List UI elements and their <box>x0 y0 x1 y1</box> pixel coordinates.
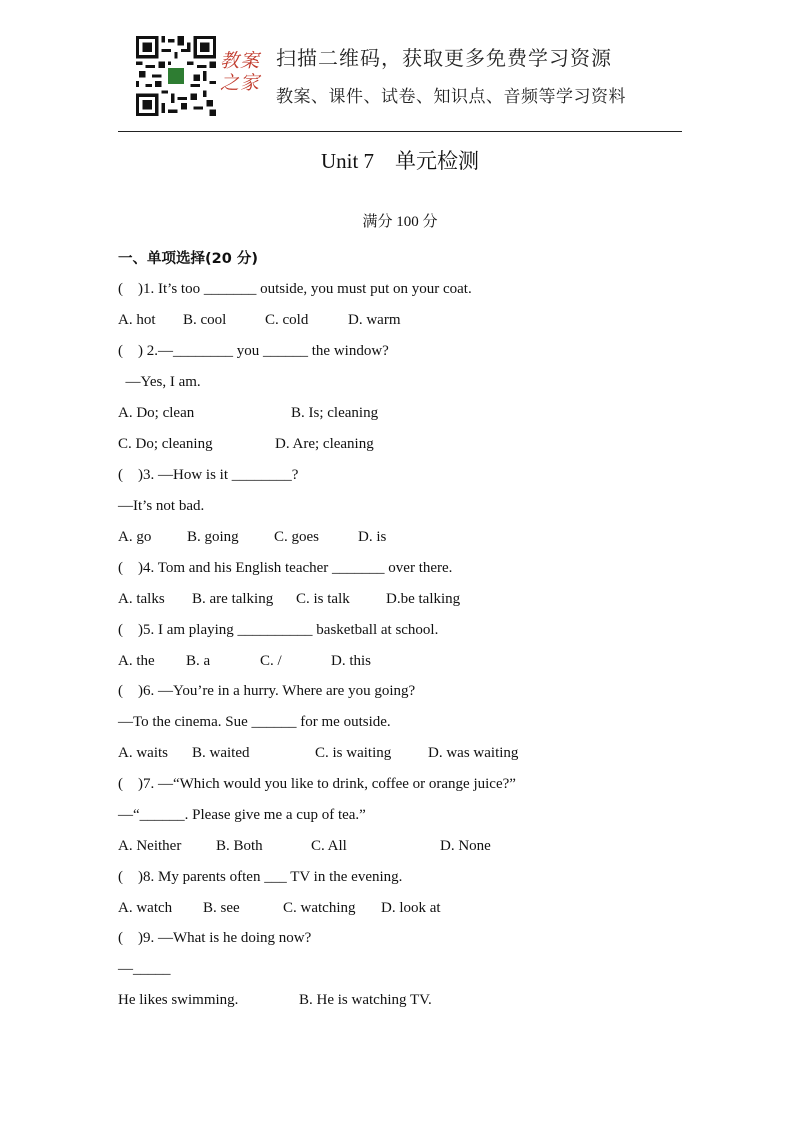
option: A. go <box>118 529 152 545</box>
question-stem: ( )1. It’s too _______ outside, you must put on your coat. <box>118 281 472 297</box>
question-dialogue: —Yes, I am. <box>118 374 201 390</box>
header-subslogan: 教案、课件、试卷、知识点、音频等学习资料 <box>276 87 626 107</box>
question-stem: ( )4. Tom and his English teacher _______ over there. <box>118 560 453 576</box>
option: B. waited <box>192 745 250 761</box>
header-divider <box>118 131 682 132</box>
section-heading: 一、单项选择(20 分) <box>118 251 258 267</box>
option: D. None <box>440 838 491 854</box>
question-stem: ( )8. My parents often ___ TV in the evening. <box>118 869 403 885</box>
question-stem: ( ) 2.—________ you ______ the window? <box>118 343 389 359</box>
option: B. going <box>187 529 239 545</box>
option: C. / <box>260 653 282 669</box>
option: C. is talk <box>296 591 350 607</box>
question-dialogue: —It’s not bad. <box>118 498 205 514</box>
question-stem: ( )6. —You’re in a hurry. Where are you going? <box>118 683 416 699</box>
question-dialogue: —“______. Please give me a cup of tea.” <box>118 807 366 823</box>
option: C. watching <box>283 900 356 916</box>
total-score: 满分 100 分 <box>362 214 438 230</box>
option: D. look at <box>381 900 441 916</box>
option: D.be talking <box>386 591 461 607</box>
option: B. Is; cleaning <box>291 405 379 421</box>
option: C. Do; cleaning <box>118 436 213 452</box>
option: B. cool <box>183 312 227 328</box>
option: C. is waiting <box>315 745 392 761</box>
question-stem: ( )5. I am playing __________ basketball at school. <box>118 622 439 638</box>
option: D. Are; cleaning <box>275 436 374 452</box>
option: C. goes <box>274 529 319 545</box>
question-stem: ( )7. —“Which would you like to drink, coffee or orange juice?” <box>118 776 516 792</box>
option: D. this <box>331 653 372 669</box>
question-dialogue: —_____ <box>118 961 171 977</box>
option: D. is <box>358 529 387 545</box>
option: A. hot <box>118 312 156 328</box>
question-dialogue: —To the cinema. Sue ______ for me outside. <box>118 714 391 730</box>
option: C. All <box>311 838 347 854</box>
option: A. waits <box>118 745 168 761</box>
option: A. Neither <box>118 838 182 854</box>
option: B. are talking <box>192 591 274 607</box>
option: B. Both <box>216 838 263 854</box>
page-header <box>136 36 696 116</box>
page-title: Unit 7 单元检测 <box>320 149 480 173</box>
qr-code-icon <box>136 36 216 116</box>
option: A. watch <box>118 900 173 916</box>
option: He likes swimming. <box>118 992 239 1008</box>
option: B. a <box>186 653 211 669</box>
option: D. warm <box>348 312 401 328</box>
header-slogan: 扫描二维码，获取更多免费学习资源 <box>276 46 612 70</box>
option: A. the <box>118 653 155 669</box>
option: A. talks <box>118 591 165 607</box>
brand-logo: 教案之家 <box>220 50 261 94</box>
question-stem: ( )3. —How is it ________? <box>118 467 299 483</box>
option: C. cold <box>265 312 309 328</box>
option: D. was waiting <box>428 745 519 761</box>
option: A. Do; clean <box>118 405 195 421</box>
option: B. see <box>203 900 240 916</box>
question-stem: ( )9. —What is he doing now? <box>118 930 312 946</box>
option: B. He is watching TV. <box>299 992 432 1008</box>
